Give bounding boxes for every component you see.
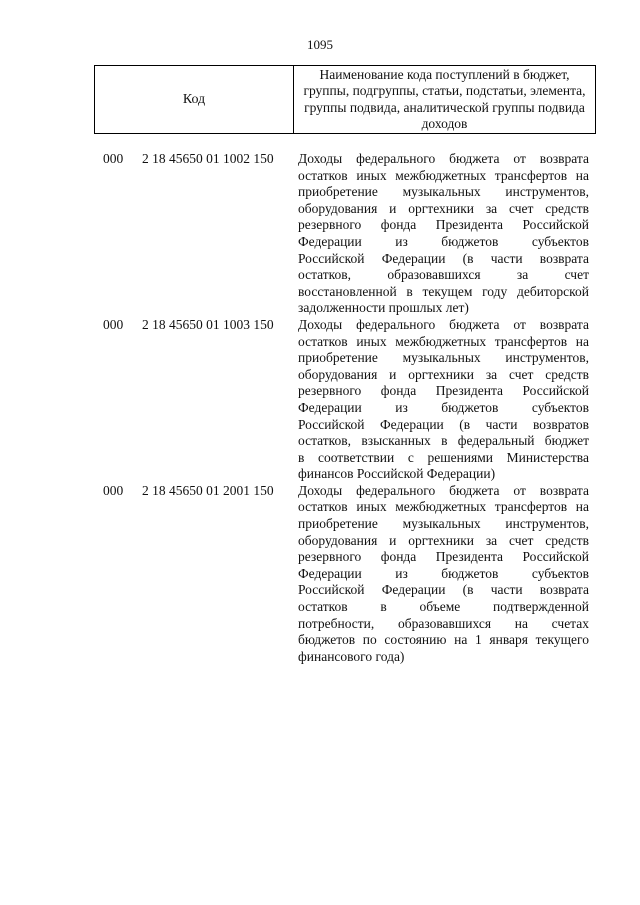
income-code-list <box>0 151 640 665</box>
header-code-column: Код <box>95 66 294 133</box>
description-line: приобретение музыкальных инструментов, <box>298 350 589 366</box>
table-row <box>0 483 640 666</box>
description-line: остатков, взысканных в федеральный бюджет <box>298 433 589 449</box>
description-line: потребности, образовавшихся на счетах <box>298 615 589 631</box>
page-number: 1095 <box>307 37 333 52</box>
description-line: Доходы федерального бюджета от возврата <box>298 482 589 498</box>
description-line: оборудования и оргтехники за счет средств <box>298 532 589 548</box>
description-line: финансов Российской Федерации) <box>298 466 496 482</box>
description-line: остатков, образовавшихся за счет <box>298 267 589 283</box>
code-description <box>298 317 589 483</box>
description-line: резервного фонда Президента Российской <box>298 383 589 399</box>
description-line: остатков иных межбюджетных трансфертов на <box>298 167 589 183</box>
header-name-column: Наименование кода поступлений в бюджет, группы, подгруппы, статьи, подстатьи, элемента, группы подвида, аналитической группы подвида доходов <box>303 66 586 131</box>
table-row <box>0 317 640 483</box>
code-description <box>298 151 589 317</box>
description-line: Доходы федерального бюджета от возврата <box>298 316 589 332</box>
budget-code: 2 18 45650 01 2001 150 <box>142 482 274 498</box>
description-line: оборудования и оргтехники за счет средств <box>298 366 589 382</box>
description-line: Федерации из бюджетов субъектов <box>298 233 589 249</box>
table-row <box>0 151 640 317</box>
description-line: Российской Федерации (в части возврата <box>298 250 589 266</box>
description-line: оборудования и оргтехники за счет средств <box>298 200 589 216</box>
description-line: Доходы федерального бюджета от возврата <box>298 151 589 166</box>
description-line: Федерации из бюджетов субъектов <box>298 565 589 581</box>
description-line: бюджетов по состоянию на 1 января текущего <box>298 632 589 648</box>
description-line: приобретение музыкальных инструментов, <box>298 184 589 200</box>
admin-code: 000 <box>103 151 124 166</box>
description-line: приобретение музыкальных инструментов, <box>298 516 589 532</box>
description-line: Федерации из бюджетов субъектов <box>298 399 589 415</box>
description-line: Российской Федерации (в части возврата <box>298 582 589 598</box>
admin-code: 000 <box>103 316 124 332</box>
admin-code: 000 <box>103 482 124 498</box>
description-line: резервного фонда Президента Российской <box>298 217 589 233</box>
table-header <box>94 65 596 134</box>
description-line: остатков в объеме подтвержденной <box>298 599 589 615</box>
description-line: финансового года) <box>298 648 405 664</box>
description-line: задолженности прошлых лет) <box>298 300 469 316</box>
budget-code: 2 18 45650 01 1003 150 <box>142 316 274 332</box>
description-line: восстановленной в текущем году дебиторской <box>298 283 589 299</box>
description-line: остатков иных межбюджетных трансфертов на <box>298 333 589 349</box>
budget-code: 2 18 45650 01 1002 150 <box>142 151 274 166</box>
description-line: в соответствии с решениями Министерства <box>298 449 589 465</box>
code-description <box>298 483 589 666</box>
description-line: остатков иных межбюджетных трансфертов на <box>298 499 589 515</box>
description-line: Российской Федерации (в части возвратов <box>298 416 589 432</box>
description-line: резервного фонда Президента Российской <box>298 549 589 565</box>
